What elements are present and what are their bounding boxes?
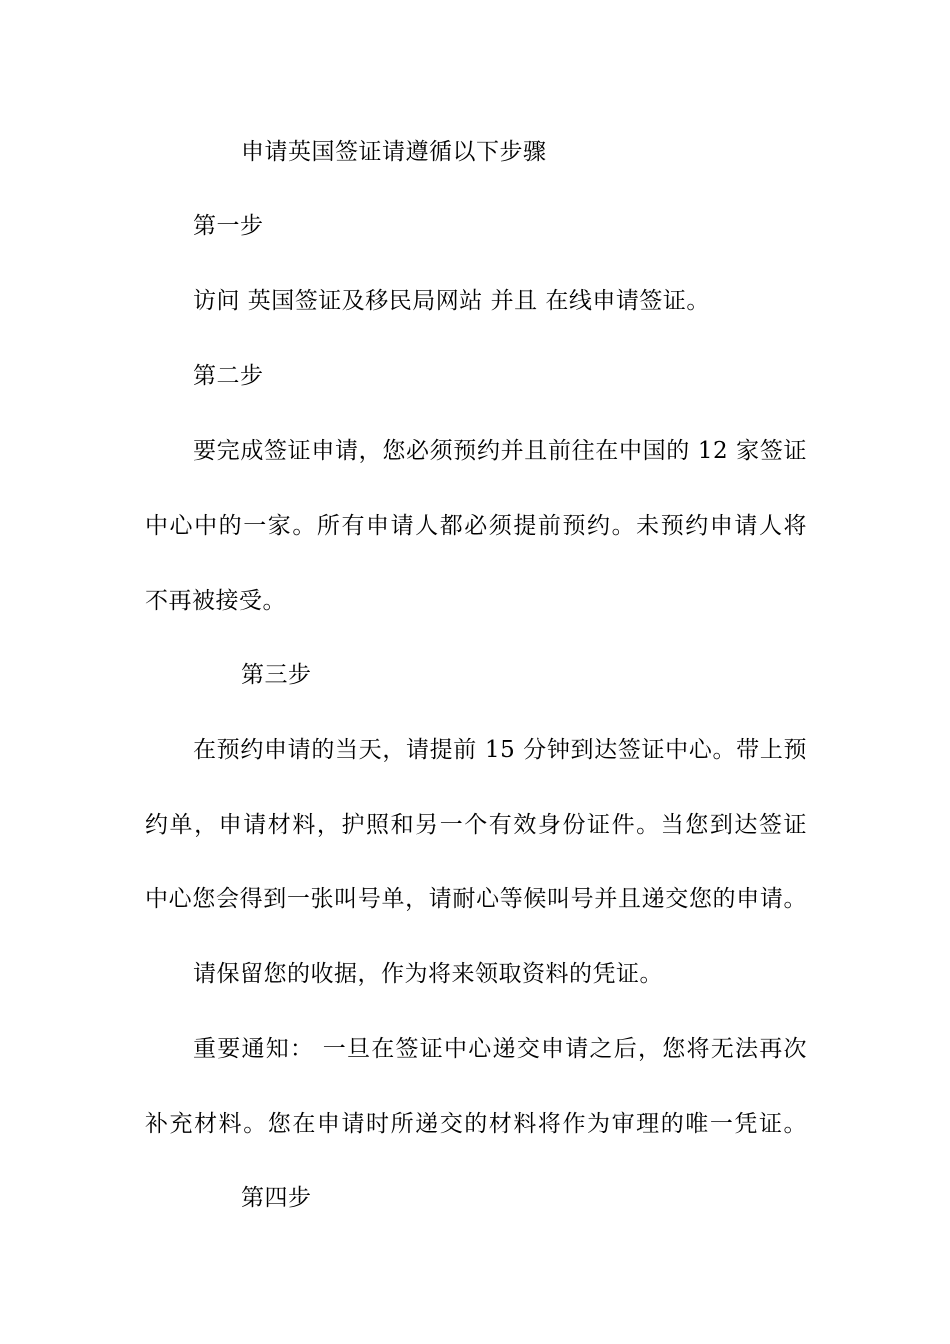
step3-line-4: 请保留您的收据，作为将来领取资料的凭证。 <box>193 961 663 987</box>
step3-line-1: 在预约申请的当天，请提前 15 分钟到达签证中心。带上预 <box>193 737 807 763</box>
step2-line-1: 要完成签证申请，您必须预约并且前往在中国的 12 家签证 <box>193 438 807 464</box>
step3-line-3: 中心您会得到一张叫号单，请耐心等候叫号并且递交您的申请。 <box>145 886 807 912</box>
important-notice-line-2: 补充材料。您在申请时所递交的材料将作为审理的唯一凭证。 <box>145 1111 807 1137</box>
step2-heading: 第二步 <box>193 363 264 389</box>
important-notice-line-1: 重要通知： 一旦在签证中心递交申请之后，您将无法再次 <box>193 1036 807 1062</box>
step3-line-2: 约单，申请材料，护照和另一个有效身份证件。当您到达签证 <box>145 812 807 838</box>
step4-heading: 第四步 <box>241 1185 312 1211</box>
document-title: 申请英国签证请遵循以下步骤 <box>241 139 547 165</box>
step1-heading: 第一步 <box>193 213 264 239</box>
step1-text: 访问 英国签证及移民局网站 并且 在线申请签证。 <box>193 288 710 314</box>
step3-heading: 第三步 <box>241 662 312 688</box>
step2-line-2: 中心中的一家。所有申请人都必须提前预约。未预约申请人将 <box>145 513 807 539</box>
step2-line-3: 不再被接受。 <box>145 588 286 614</box>
